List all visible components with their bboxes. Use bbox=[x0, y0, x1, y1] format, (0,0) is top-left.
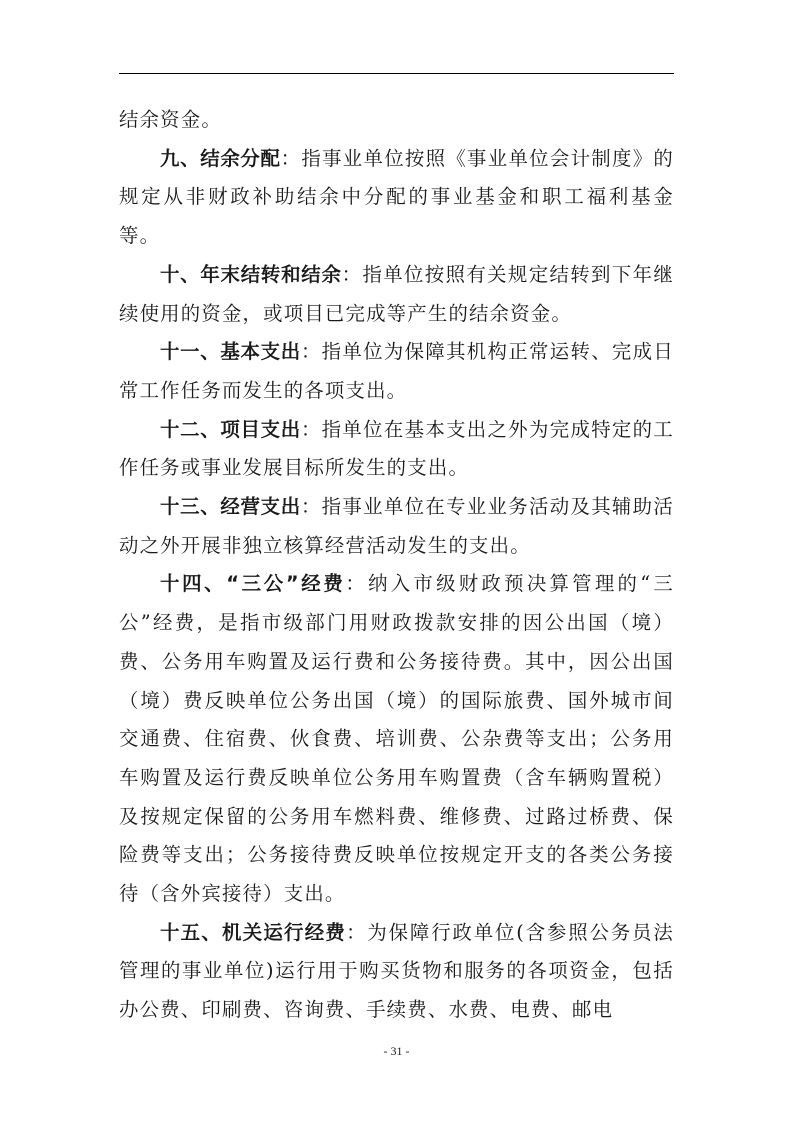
paragraph-text: 结余资金。 bbox=[119, 108, 222, 131]
paragraph-text: ：指事业单位按照《事业单位会计制度》的规定从非财政补助结余中分配的事业基金和职工福利基金等。 bbox=[119, 146, 674, 248]
term-heading: 十五、机关运行经费 bbox=[160, 920, 347, 944]
document-body bbox=[119, 101, 674, 1030]
paragraph-year-end-carryover bbox=[119, 256, 674, 333]
term-heading: 十一、基本支出 bbox=[160, 340, 301, 364]
paragraph-text: ：纳入市级财政预决算管理的“三公”经费，是指市级部门用财政拨款安排的因公出国（境）费、公务用车购置及运行费和公务接待费。其中，因公出国（境）费反映单位公务出国（境）的国际旅费、国外城市间交通费、住宿费、伙食费、培训费、公杂费等支出；公务用车购置及运行费反映单位公务用车购置费（含车辆购置税）及按规定保留的公务用车燃料费、维修费、过路过桥费、保险费等支出；公务接待费反映单位按规定开支的各类公务接待（含外宾接待）支出。 bbox=[119, 572, 674, 906]
term-heading: 十三、经营支出 bbox=[160, 495, 301, 519]
paragraph-text: ：指单位在基本支出之外为完成特定的工作任务或事业发展目标所发生的支出。 bbox=[119, 417, 674, 480]
paragraph-continuation bbox=[119, 101, 674, 140]
paragraph-surplus-distribution bbox=[119, 140, 674, 256]
paragraph-text: ：为保障行政单位(含参照公务员法管理的事业单位)运行用于购买货物和服务的各项资金，包括办公费、印刷费、咨询费、手续费、水费、电费、邮电 bbox=[119, 920, 675, 1022]
paragraph-text: ：指事业单位在专业业务活动及其辅助活动之外开展非独立核算经营活动发生的支出。 bbox=[119, 495, 674, 557]
paragraph-operating-expenditure bbox=[119, 488, 674, 565]
paragraph-agency-operating-funds bbox=[119, 914, 674, 1030]
paragraph-three-public-expenses bbox=[119, 565, 674, 913]
term-heading: 十二、项目支出 bbox=[160, 417, 301, 441]
paragraph-project-expenditure bbox=[119, 411, 674, 488]
term-heading: 十、年末结转和结余 bbox=[160, 262, 342, 286]
paragraph-text: ：指单位按照有关规定结转到下年继续使用的资金，或项目已完成等产生的结余资金。 bbox=[119, 262, 674, 325]
page-number: - 31 - bbox=[383, 1044, 410, 1058]
header-rule bbox=[119, 73, 674, 74]
term-heading: 九、结余分配 bbox=[160, 146, 281, 170]
term-heading: 十四、“三公”经费 bbox=[160, 572, 346, 596]
paragraph-basic-expenditure bbox=[119, 333, 674, 410]
paragraph-text: ：指单位为保障其机构正常运转、完成日常工作任务而发生的各项支出。 bbox=[119, 340, 674, 402]
